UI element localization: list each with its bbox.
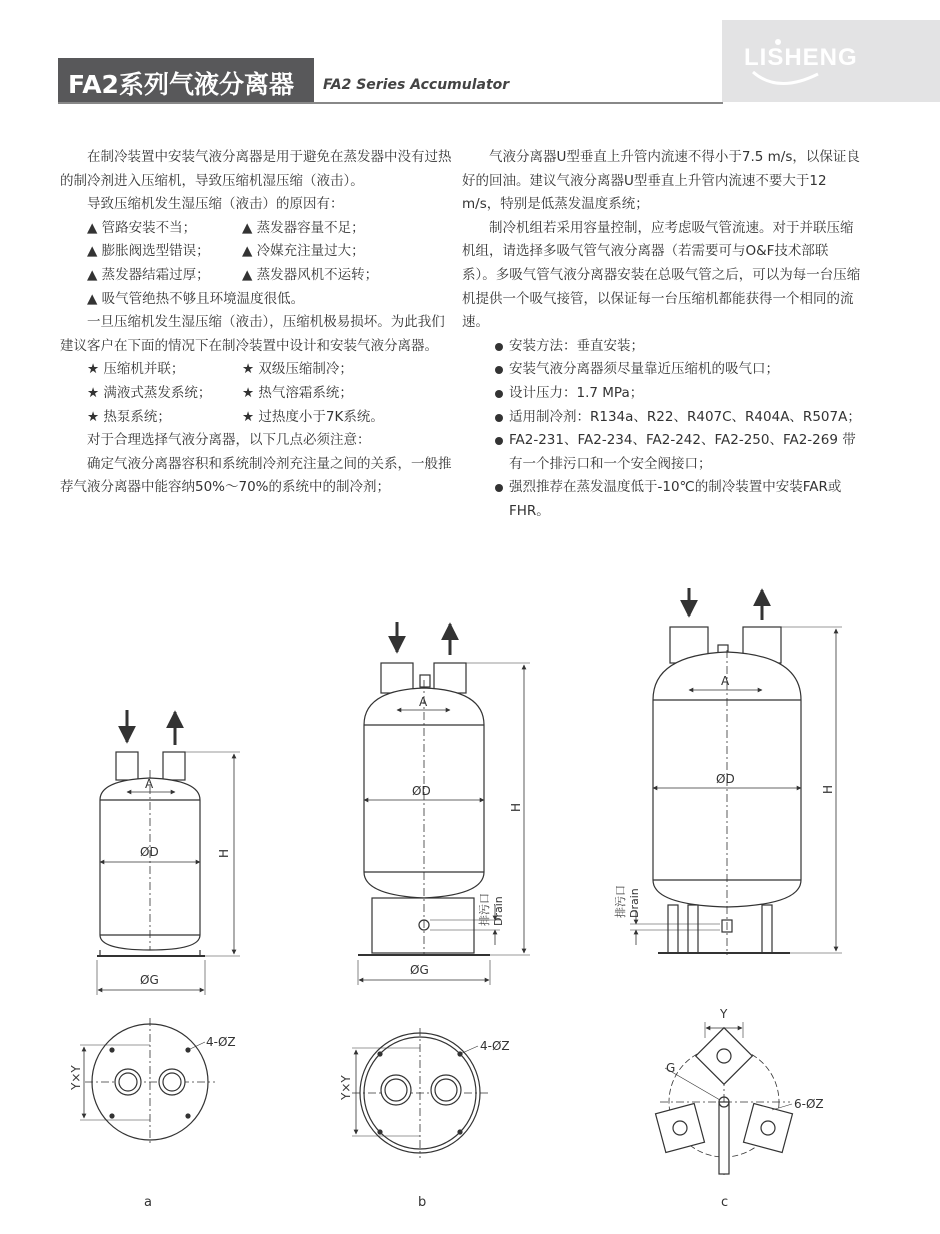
recommendation-paragraph: 一旦压缩机发生湿压缩（液击），压缩机极易损坏。为此我们建议客户在下面的情况下在制冷装置中设计和安装气液分离器。	[60, 314, 445, 354]
hole-label: 4-ØZ	[480, 1039, 510, 1053]
drain-label-cn: 排污口	[478, 893, 491, 926]
list-item: ★ 满液式蒸发系统；	[87, 384, 212, 401]
hole-label: 4-ØZ	[206, 1035, 236, 1049]
dim-label-yxy: Y×Y	[339, 1075, 353, 1100]
dim-label-g: ØG	[140, 973, 159, 987]
drawing-b-plan	[352, 1028, 488, 1158]
intro-paragraph: 在制冷装置中安装气液分离器是用于避免在蒸发器中没有过热的制冷剂进入压缩机，导致压缩机湿压缩（液击）。	[60, 149, 452, 189]
dim-label-h: H	[821, 784, 835, 794]
hole-label: 6-ØZ	[794, 1097, 824, 1111]
selection-heading: 对于合理选择气液分离器，以下几点必须注意：	[87, 432, 371, 449]
dim-label-h: H	[509, 802, 523, 812]
dim-label-a: A	[419, 695, 428, 709]
list-item: ▲ 吸气管绝热不够且环境温度很低。	[87, 290, 305, 307]
list-item: ▲ 冷媒充注量过大；	[242, 243, 365, 260]
list-item: ▲ 蒸发器结霜过厚；	[87, 266, 210, 283]
drain-label-en: Drain	[628, 888, 641, 918]
dim-label-g: ØG	[410, 963, 429, 977]
page-title: FA2系列气液分离器	[68, 70, 294, 99]
page-title-en: FA2 Series Accumulator	[323, 77, 510, 93]
dim-label-a: A	[721, 674, 730, 688]
list-item: 适用制冷剂：R134a、R22、R407C、R404A、R507A；	[462, 406, 862, 430]
caption-b: b	[418, 1195, 427, 1210]
list-item: ▲ 管路安装不当；	[87, 219, 197, 236]
dim-label-y: Y	[720, 1007, 728, 1021]
drain-label-en: Drain	[492, 896, 505, 926]
dim-label-h: H	[217, 848, 231, 858]
list-item: ★ 热气溶霜系统；	[242, 384, 353, 401]
drawing-a-plan	[80, 1018, 215, 1145]
list-item: FA2-231、FA2-234、FA2-242、FA2-250、FA2-269 带有一个排污口和一个安全阀接口；	[462, 429, 862, 476]
dim-label-yxy: Y×Y	[69, 1065, 83, 1090]
causes-heading: 导致压缩机发生湿压缩（液击）的原因有：	[87, 196, 344, 213]
drawing-c-plan	[656, 1022, 793, 1175]
drawing-c-elevation	[630, 588, 842, 955]
volume-paragraph: 确定气液分离器容积和系统制冷剂充注量之间的关系，一般推荐气液分离器中能容纳50%～70%的系统中的制冷剂；	[60, 455, 452, 496]
list-item: 安装气液分离器须尽量靠近压缩机的吸气口；	[462, 358, 862, 382]
dim-label-a: A	[145, 777, 154, 791]
capacity-paragraph: 制冷机组若采用容量控制，应考虑吸气管流速。对于并联压缩机组，请选择多吸气管气液分离器（若需要可与O&F技术部联系）。多吸气管气液分离器安装在总吸气管之后，可以为每一台压缩机提供一个吸气接管，以保证每一台压缩机都能获得一个相同的流速。	[462, 219, 861, 331]
list-item: 设计压力：1.7 MPa；	[462, 382, 862, 406]
dim-label-d: ØD	[140, 845, 159, 859]
caption-a: a	[144, 1195, 152, 1210]
list-item: 强烈推荐在蒸发温度低于-10℃的制冷装置中安装FAR或FHR。	[462, 476, 862, 523]
caption-c: c	[721, 1195, 729, 1210]
dim-label-d: ØD	[412, 784, 431, 798]
dim-label-g: G	[666, 1061, 676, 1075]
list-item: ▲ 蒸发器容量不足；	[242, 219, 365, 236]
list-item: ▲ 膨胀阀选型错误；	[87, 243, 210, 260]
dim-label-d: ØD	[716, 772, 735, 786]
list-item: ★ 压缩机并联；	[87, 361, 185, 378]
flow-paragraph: 气液分离器U型垂直上升管内流速不得小于7.5 m/s，以保证良好的回油。建议气液分离器U型垂直上升管内流速不要大于12 m/s，特别是低蒸发温度系统；	[462, 149, 860, 213]
drain-label-cn: 排污口	[614, 885, 627, 918]
list-item: ★ 热泵系统；	[87, 408, 171, 425]
list-item: 安装方法：垂直安装；	[462, 335, 862, 359]
list-item: ▲ 蒸发器风机不运转；	[242, 266, 379, 283]
drawing-b-elevation	[358, 622, 530, 985]
list-item: ★ 过热度小于7K系统。	[242, 408, 384, 425]
list-item: ★ 双级压缩制冷；	[242, 361, 353, 378]
logo: LISHENG	[744, 44, 858, 71]
